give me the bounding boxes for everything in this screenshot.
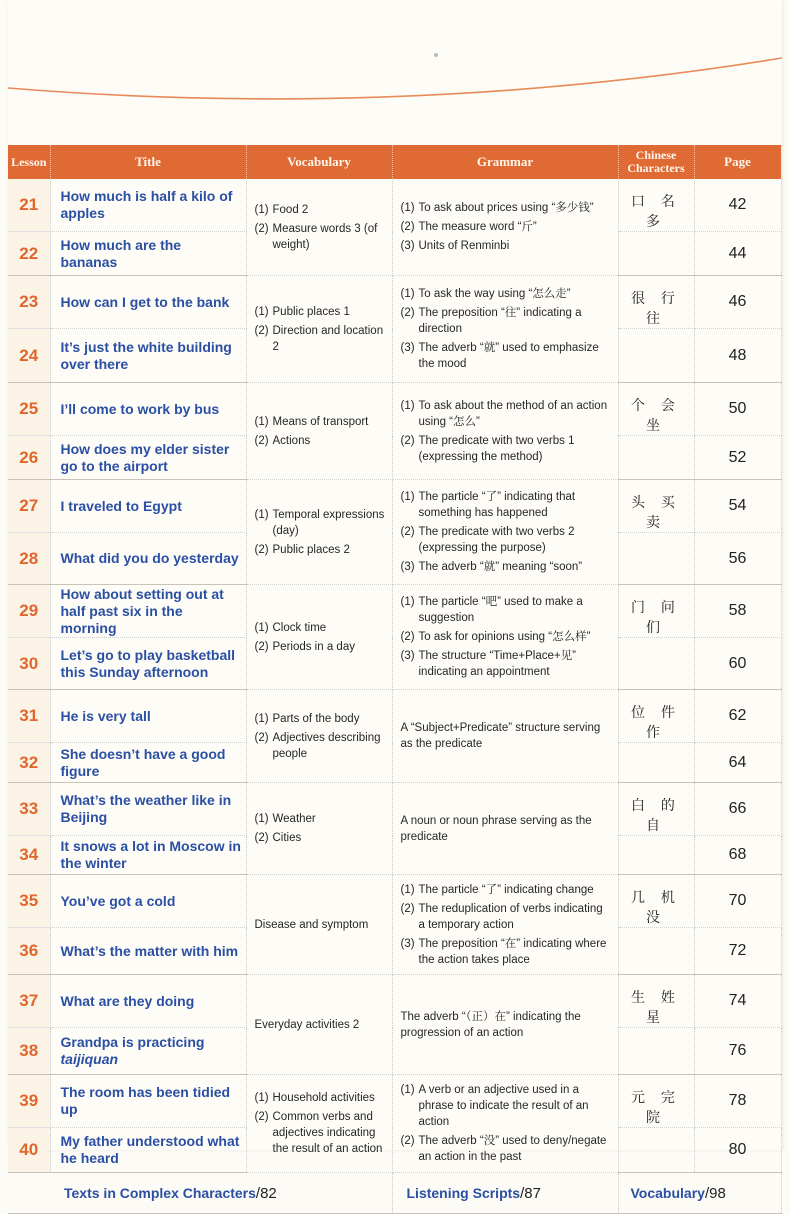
grammar-item-number: (2) (400, 1135, 415, 1147)
grammar-item (401, 1082, 612, 1130)
page-number[interactable]: 74 (694, 975, 781, 1028)
table-of-contents (8, 145, 782, 1214)
grammar-item-text: To ask the way using “怎么走” (418, 288, 571, 300)
grammar-cell (392, 383, 618, 480)
lesson-number: 25 (8, 383, 50, 436)
page-number[interactable]: 70 (694, 875, 781, 928)
vocabulary-item-number: (2) (254, 222, 269, 235)
grammar-item-number: (3) (400, 342, 415, 354)
grammar-cell (392, 783, 618, 875)
page-number[interactable]: 44 (694, 232, 781, 276)
lesson-title-text: He is very tall (60, 707, 151, 724)
vocabulary-item (255, 730, 386, 762)
lesson-title-text: It snows a lot in Moscow in the winter (60, 838, 241, 871)
table-row (8, 276, 781, 329)
page-number[interactable]: 80 (694, 1128, 781, 1173)
grammar-item-text: The particle “了” indicating change (418, 883, 594, 896)
page-number[interactable]: 66 (694, 783, 781, 836)
lesson-title[interactable] (50, 975, 246, 1028)
grammar-item-number: (1) (400, 596, 415, 608)
lesson-title[interactable] (50, 1075, 246, 1128)
lesson-number: 28 (8, 533, 50, 585)
vocabulary-item (255, 1090, 386, 1106)
grammar-item-number: (2) (400, 307, 415, 319)
page-number[interactable]: 76 (694, 1028, 781, 1075)
grammar-item (401, 219, 612, 235)
grammar-item-number: (1) (400, 202, 415, 214)
lesson-title[interactable] (50, 480, 246, 533)
lesson-title-text: How much are the bananas (60, 236, 182, 270)
vocabulary-item (255, 542, 386, 558)
header-lesson: Lesson (8, 145, 50, 179)
page-number[interactable]: 46 (694, 276, 781, 329)
grammar-item-number: (2) (400, 221, 415, 233)
vocabulary-cell (246, 875, 392, 975)
grammar-item (401, 1133, 612, 1165)
grammar-item-number: (2) (400, 434, 415, 447)
vocabulary-cell (246, 975, 392, 1075)
table-row (8, 1075, 781, 1128)
vocabulary-cell (246, 1075, 392, 1173)
lesson-number: 27 (8, 480, 50, 533)
table-row (8, 383, 781, 436)
grammar-item-text: The adverb “就” meaning “soon” (418, 561, 583, 573)
lesson-title[interactable] (50, 783, 246, 836)
vocabulary-item (255, 414, 386, 430)
header-page: Page (694, 145, 781, 179)
grammar-item (401, 936, 612, 968)
grammar-item-text: To ask about the method of an action using “怎么” (418, 399, 608, 428)
vocabulary-item (255, 202, 386, 218)
page-number[interactable]: 68 (694, 836, 781, 875)
page-number[interactable]: 72 (694, 928, 781, 975)
grammar-item-number: (1) (400, 1084, 415, 1096)
appendix-complex-page: /82 (255, 1184, 277, 1202)
chinese-characters: 元 完 院 (618, 1075, 694, 1128)
vocabulary-item-number: (1) (254, 621, 269, 634)
table-row (8, 585, 781, 638)
grammar-item-number: (2) (400, 631, 415, 643)
vocabulary-item-text: Public places 2 (272, 543, 350, 556)
appendix-vocabulary-page: /98 (704, 1184, 726, 1202)
table-body (8, 179, 781, 1173)
lesson-number: 22 (8, 232, 50, 276)
grammar-item-text: To ask for opinions using “怎么样” (418, 631, 591, 643)
chinese-characters: 白 的 自 (618, 783, 694, 836)
vocabulary-item (255, 304, 386, 320)
grammar-item (401, 398, 612, 430)
chinese-characters-empty (618, 329, 694, 383)
page-number[interactable]: 58 (694, 585, 781, 638)
grammar-item (401, 559, 612, 575)
lesson-title-text: What’s the weather like in Beijing (60, 792, 232, 825)
vocabulary-item-number: (2) (254, 1111, 269, 1123)
lesson-title-text: How about setting out at half past six in the morning (60, 585, 224, 636)
appendix-listening-label: Listening Scripts (406, 1184, 521, 1201)
vocabulary-item-number: (2) (254, 731, 269, 744)
lesson-number: 39 (8, 1075, 50, 1128)
grammar-item-number: (2) (400, 902, 415, 915)
page-number[interactable]: 42 (694, 179, 781, 232)
vocabulary-cell (246, 179, 392, 276)
grammar-item-text: The particle “了” indicating that something has happened (418, 491, 576, 519)
grammar-cell (392, 480, 618, 585)
lesson-number: 26 (8, 436, 50, 480)
vocabulary-cell (246, 480, 392, 585)
vocabulary-item (255, 830, 386, 846)
vocabulary-item-text: Weather (272, 813, 316, 825)
vocabulary-cell (246, 585, 392, 690)
vocabulary-item-text: Periods in a day (272, 640, 355, 653)
lesson-title[interactable] (50, 638, 246, 690)
vocabulary-item (255, 620, 386, 636)
appendix-complex-label: Texts in Complex Characters (64, 1184, 256, 1201)
vocabulary-item-text: Direction and location 2 (272, 324, 384, 353)
vocabulary-item-number: (1) (254, 508, 269, 521)
grammar-item-text: The reduplication of verbs indicating a temporary action (418, 902, 603, 931)
grammar-item (401, 238, 612, 254)
grammar-cell (392, 179, 618, 276)
grammar-item-number: (1) (400, 883, 415, 896)
table-row (8, 783, 781, 836)
table-row (8, 690, 781, 743)
chinese-characters: 个 会 坐 (618, 383, 694, 436)
chinese-characters-empty (618, 1128, 694, 1173)
lesson-title-text: What are they doing (60, 992, 195, 1009)
grammar-item (401, 524, 612, 556)
grammar-item-text: The particle “吧” used to make a suggestion (418, 596, 583, 624)
vocabulary-item-text: Parts of the body (272, 712, 360, 725)
page-number[interactable]: 64 (694, 743, 781, 783)
grammar-item-number: (1) (400, 288, 415, 300)
lesson-title-text: I traveled to Egypt (60, 497, 182, 514)
vocabulary-item-number: (1) (254, 712, 269, 725)
grammar-item (401, 286, 612, 302)
grammar-item-text: The preposition “在” indicating where the action takes place (418, 937, 607, 966)
vocabulary-item-number: (1) (254, 305, 269, 318)
lesson-title[interactable] (50, 383, 246, 436)
chinese-characters-empty (618, 928, 694, 975)
table-row (8, 875, 781, 928)
vocabulary-item-number: (1) (254, 203, 269, 216)
grammar-item (401, 305, 612, 337)
chinese-characters-empty (618, 743, 694, 783)
lesson-number: 35 (8, 875, 50, 928)
grammar-item-text: Units of Renminbi (418, 240, 510, 252)
page-number[interactable]: 50 (694, 383, 781, 436)
chinese-characters-empty (618, 836, 694, 875)
appendix-row (8, 1173, 781, 1214)
grammar-item-text: The adverb “没” used to deny/negate an action in the past (418, 1135, 607, 1163)
page-number[interactable]: 60 (694, 638, 781, 690)
grammar-item-text: A verb or an adjective used in a phrase to indicate the result of an action (418, 1084, 589, 1128)
lesson-title-text: How can I get to the bank (60, 293, 230, 310)
lesson-number: 38 (8, 1028, 50, 1075)
lesson-number: 29 (8, 585, 50, 638)
lesson-number: 36 (8, 928, 50, 975)
lesson-title-text: How much is half a kilo of apples (60, 188, 233, 221)
chinese-characters-empty (618, 638, 694, 690)
vocabulary-item-text: Household activities (272, 1092, 375, 1104)
grammar-cell (392, 585, 618, 690)
appendix-listening-page: /87 (520, 1184, 541, 1202)
vocabulary-item-number: (2) (254, 434, 269, 447)
appendix-vocabulary[interactable] (618, 1173, 781, 1214)
chinese-characters-empty (618, 1028, 694, 1075)
appendix-complex[interactable] (8, 1173, 392, 1214)
grammar-cell (392, 276, 618, 383)
vocabulary-item-number: (1) (254, 415, 269, 428)
vocabulary-item-text: Measure words 3 (of weight) (272, 222, 378, 251)
lesson-title[interactable] (50, 585, 246, 638)
header-grammar: Grammar (392, 145, 618, 179)
header-title: Title (50, 145, 246, 179)
vocabulary-item-number: (2) (254, 543, 269, 556)
vocabulary-item: Disease and symptom (254, 918, 369, 931)
lesson-title[interactable] (50, 928, 246, 975)
grammar-item (401, 340, 612, 372)
chinese-characters: 很 行 往 (618, 276, 694, 329)
grammar-item-number: (1) (400, 399, 415, 412)
appendix-vocabulary-label: Vocabulary (630, 1184, 705, 1201)
chinese-characters-empty (618, 436, 694, 480)
appendix-listening[interactable] (392, 1173, 618, 1214)
grammar-item-text: The measure word “斤” (418, 221, 537, 233)
grammar-cell (392, 875, 618, 975)
vocabulary-cell (246, 276, 392, 383)
lesson-title[interactable] (50, 329, 246, 383)
lesson-title[interactable] (50, 232, 246, 276)
page-number[interactable]: 56 (694, 533, 781, 585)
page-number[interactable]: 62 (694, 690, 781, 743)
lesson-title-text: You’ve got a cold (60, 892, 176, 909)
grammar-item-text: The predicate with two verbs 2 (expressing the purpose) (418, 526, 575, 554)
grammar-item (401, 882, 612, 898)
chinese-characters: 头 买 卖 (618, 480, 694, 533)
grammar-item (401, 489, 612, 521)
lesson-number: 24 (8, 329, 50, 383)
page-number[interactable]: 52 (694, 436, 781, 480)
header-row (8, 145, 781, 179)
chinese-characters: 位 件 作 (618, 690, 694, 743)
lesson-title[interactable] (50, 690, 246, 743)
vocabulary-item (255, 811, 386, 827)
vocabulary-item: Everyday activities 2 (254, 1018, 360, 1031)
grammar-item-number: (1) (400, 491, 415, 503)
lesson-title[interactable] (50, 836, 246, 875)
vocabulary-item-number: (2) (254, 324, 269, 337)
vocabulary-cell (246, 690, 392, 783)
vocabulary-item (255, 639, 386, 655)
vocabulary-item-text: Means of transport (272, 415, 369, 428)
grammar-cell (392, 975, 618, 1075)
lesson-title[interactable] (50, 179, 246, 232)
grammar-item-number: (3) (400, 650, 415, 662)
grammar-item-text: The predicate with two verbs 1 (expressing the method) (418, 434, 575, 463)
grammar-item (401, 433, 612, 465)
lesson-title[interactable] (50, 743, 246, 783)
vocabulary-cell (246, 383, 392, 480)
vocabulary-item-number: (1) (254, 1092, 269, 1104)
lesson-title-italic: taijiquan (60, 1051, 119, 1067)
chinese-characters-empty (618, 533, 694, 585)
lesson-title-text: I’ll come to work by bus (60, 400, 220, 417)
lesson-title[interactable] (50, 875, 246, 928)
vocabulary-item (255, 711, 386, 727)
vocabulary-item-number: (2) (254, 832, 269, 844)
chinese-characters: 生 姓 星 (618, 975, 694, 1028)
grammar-item (401, 648, 612, 680)
page-number[interactable]: 78 (694, 1075, 781, 1128)
vocabulary-item (255, 507, 386, 539)
lesson-title-text: Let’s go to play basketball this Sunday afternoon (60, 646, 236, 680)
vocabulary-item-number: (2) (254, 640, 269, 653)
lesson-title-text: Grandpa is practicing (60, 1034, 205, 1050)
lesson-number: 37 (8, 975, 50, 1028)
lesson-title-text: What did you do yesterday (60, 550, 239, 566)
vocabulary-item-text: Public places 1 (272, 305, 350, 318)
vocabulary-item-text: Adjectives describing people (272, 731, 381, 760)
grammar-item: A “Subject+Predicate” structure serving as the predicate (400, 722, 601, 750)
grammar-item (401, 200, 612, 216)
lesson-title[interactable] (50, 533, 246, 585)
table-row (8, 480, 781, 533)
page-number[interactable]: 54 (694, 480, 781, 533)
page-number[interactable]: 48 (694, 329, 781, 383)
lesson-number: 23 (8, 276, 50, 329)
grammar-item-number: (3) (400, 240, 415, 252)
grammar-item (401, 594, 612, 626)
grammar-item-number: (3) (400, 561, 415, 573)
lesson-title[interactable] (50, 1128, 246, 1173)
header-chinese-characters: Chinese Characters (618, 145, 694, 179)
grammar-item-text: The structure “Time+Place+见” indicating an appointment (418, 650, 576, 678)
decorative-curve (0, 0, 790, 140)
chinese-characters: 口 名 多 (618, 179, 694, 232)
vocabulary-item (255, 433, 386, 449)
chinese-characters-empty (618, 232, 694, 276)
grammar-item: A noun or noun phrase serving as the predicate (400, 814, 592, 843)
lesson-number: 21 (8, 179, 50, 232)
vocabulary-item-number: (1) (254, 813, 269, 825)
vocabulary-item (255, 221, 386, 253)
lesson-title[interactable] (50, 1028, 246, 1075)
lesson-number: 34 (8, 836, 50, 875)
lesson-title[interactable] (50, 436, 246, 480)
grammar-cell (392, 690, 618, 783)
grammar-item (401, 629, 612, 645)
vocabulary-item (255, 323, 386, 355)
grammar-item-text: The preposition “往” indicating a direction (418, 307, 582, 335)
grammar-item-number: (3) (400, 937, 415, 950)
lesson-title-text: My father understood what he heard (60, 1133, 240, 1166)
vocabulary-item-text: Food 2 (272, 203, 309, 216)
grammar-cell (392, 1075, 618, 1173)
vocabulary-item-text: Actions (272, 434, 311, 447)
vocabulary-item-text: Clock time (272, 621, 327, 634)
table-row (8, 975, 781, 1028)
grammar-item (401, 901, 612, 933)
lesson-title-text: She doesn’t have a good figure (60, 745, 226, 779)
vocabulary-item-text: Common verbs and adjectives indicating the result of an action (272, 1111, 383, 1155)
chinese-characters: 门 问 们 (618, 585, 694, 638)
lesson-title-text: How does my elder sister go to the airport (60, 440, 230, 474)
grammar-item-number: (2) (400, 526, 415, 538)
grammar-item: The adverb “（正）在” indicating the progression of an action (400, 1010, 581, 1039)
table-row (8, 179, 781, 232)
lesson-title-text: It’s just the white building over there (60, 338, 232, 372)
lesson-number: 31 (8, 690, 50, 743)
grammar-item-text: The adverb “就” used to emphasize the mood (418, 342, 599, 370)
header-vocabulary: Vocabulary (246, 145, 392, 179)
vocabulary-item-text: Cities (272, 832, 302, 844)
lesson-number: 30 (8, 638, 50, 690)
lesson-number: 40 (8, 1128, 50, 1173)
lesson-title-text: What’s the matter with him (60, 942, 239, 959)
lesson-title-text: The room has been tidied up (60, 1084, 231, 1117)
lesson-number: 33 (8, 783, 50, 836)
lesson-number: 32 (8, 743, 50, 783)
vocabulary-cell (246, 783, 392, 875)
grammar-item-text: To ask about prices using “多少钱” (418, 202, 594, 214)
chinese-characters: 几 机 没 (618, 875, 694, 928)
lesson-title[interactable] (50, 276, 246, 329)
vocabulary-item-text: Temporal expressions (day) (272, 508, 385, 537)
